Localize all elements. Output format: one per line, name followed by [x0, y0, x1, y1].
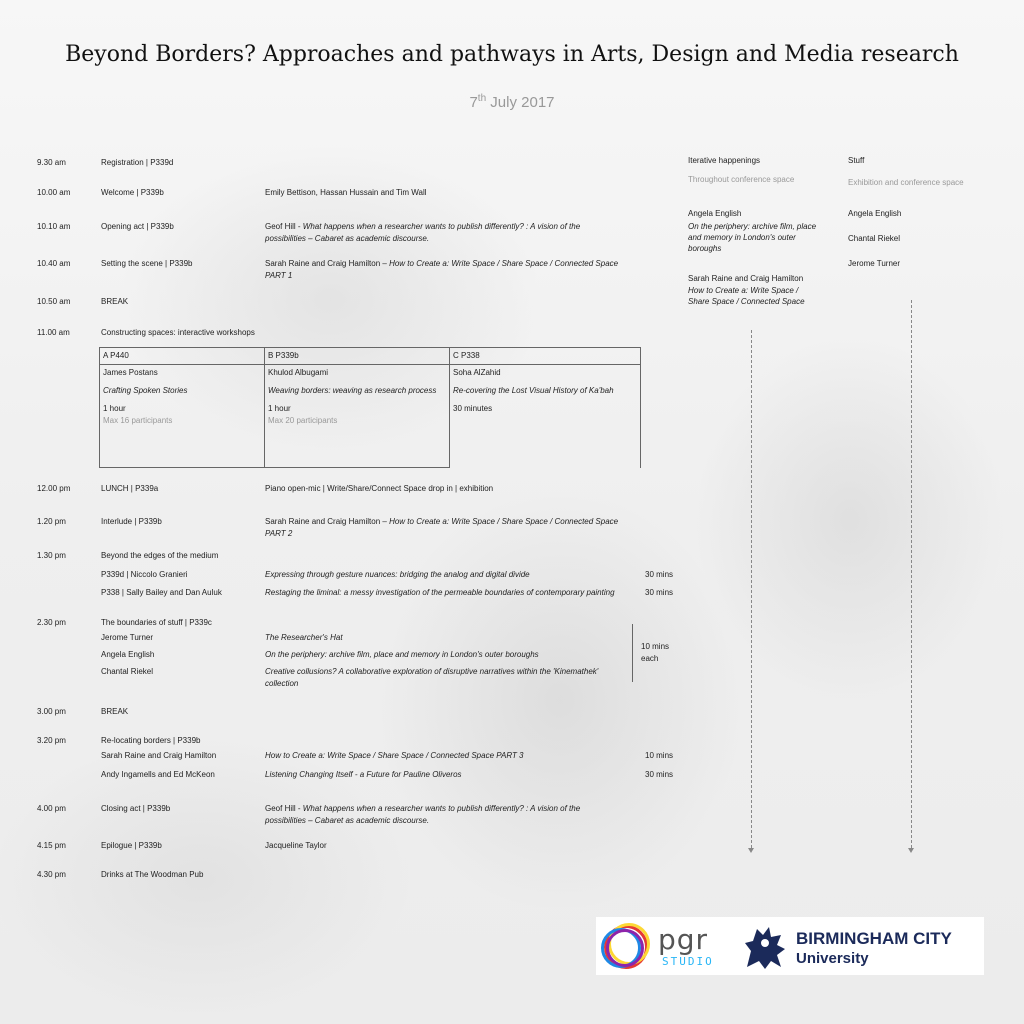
event-description: [265, 516, 620, 540]
event-description: Emily Bettison, Hassan Hussain and Tim Wall: [265, 188, 427, 197]
speaker-name: Angela English: [101, 650, 155, 659]
workshop-room: B P339b: [265, 348, 450, 365]
workshop-cell: [100, 365, 265, 468]
workshop-title: Crafting Spoken Stories: [103, 386, 188, 395]
date-rest: July 2017: [486, 94, 555, 111]
time-label: 1.30 pm: [37, 551, 66, 560]
workshop-room: A P440: [100, 348, 265, 365]
time-label: 4.00 pm: [37, 804, 66, 813]
talk-title: How to Create a: Write Space / Share Space / Connected Space PART 1: [265, 259, 619, 280]
talk-duration: 30 mins: [645, 570, 674, 579]
speaker-name: Geof Hill -: [265, 804, 303, 813]
iterative-subheading: Throughout conference space: [688, 175, 795, 184]
bcu-crest-icon: [739, 921, 791, 973]
arrow-down-icon: [748, 848, 754, 853]
time-label: 3.00 pm: [37, 707, 66, 716]
event-label: Constructing spaces: interactive workshops: [101, 328, 255, 337]
stuff-name: Angela English: [848, 209, 902, 218]
event-label: The boundaries of stuff | P339c: [101, 618, 212, 627]
bcu-name: BIRMINGHAM CITY: [796, 929, 952, 948]
talk-duration: 10 mins each: [641, 642, 670, 663]
event-label: BREAK: [101, 297, 129, 306]
event-description: Piano open-mic | Write/Share/Connect Space drop in | exhibition: [265, 484, 494, 493]
talk-duration: 10 mins: [645, 751, 674, 760]
talk-title: On the periphery: archive film, place and memory in London's outer boroughs: [265, 650, 539, 659]
event-label: Closing act | P339b: [101, 804, 171, 813]
pgr-logo-text: pgr: [658, 923, 709, 956]
speaker-name: Andy Ingamells and Ed McKeon: [101, 770, 215, 779]
stuff-name: Jerome Turner: [848, 259, 901, 268]
workshop-duration: 30 minutes: [453, 404, 493, 413]
iterative-work: How to Create a: Write Space / Share Space / Connected Space: [688, 286, 805, 306]
time-label: 9.30 am: [37, 158, 66, 167]
talk-title: The Researcher's Hat: [265, 633, 343, 642]
event-description: [265, 258, 620, 282]
time-label: 12.00 pm: [37, 484, 71, 493]
event-label: Setting the scene | P339b: [101, 259, 193, 268]
event-label: LUNCH | P339a: [101, 484, 159, 493]
speaker-name: Jerome Turner: [101, 633, 154, 642]
speaker-name: Sarah Raine and Craig Hamilton –: [265, 517, 390, 526]
workshop-room: C P338: [450, 348, 641, 365]
event-label: BREAK: [101, 707, 129, 716]
time-label: 10.50 am: [37, 297, 71, 306]
time-label: 11.00 am: [37, 328, 70, 337]
workshop-lead: James Postans: [103, 368, 158, 377]
bracket-divider: [625, 624, 633, 682]
speaker-name: P339d | Niccolo Granieri: [101, 570, 188, 579]
event-date: [0, 93, 1024, 111]
event-label: Interlude | P339b: [101, 517, 162, 526]
event-label: Re-locating borders | P339b: [101, 736, 201, 745]
talk-duration: 30 mins: [645, 770, 674, 779]
arrow-down-icon: [908, 848, 914, 853]
workshop-table: [99, 347, 641, 468]
event-description: [265, 221, 620, 245]
bcu-university: University: [796, 950, 869, 967]
event-description: Jacqueline Taylor: [265, 841, 327, 850]
talk-title: Listening Changing Itself - a Future for Pauline Oliveros: [265, 770, 462, 779]
event-label: Welcome | P339b: [101, 188, 164, 197]
talk-title: How to Create a: Write Space / Share Space / Connected Space PART 2: [265, 517, 619, 538]
event-label: Registration | P339d: [101, 158, 174, 167]
event-label: Drinks at The Woodman Pub: [101, 870, 204, 879]
workshop-lead: Khulod Albugami: [268, 368, 329, 377]
talk-title: How to Create a: Write Space / Share Space / Connected Space PART 3: [265, 751, 524, 760]
talk-title: Expressing through gesture nuances: bridging the analog and digital divide: [265, 570, 530, 579]
iterative-heading: Iterative happenings: [688, 156, 761, 165]
time-label: 2.30 pm: [37, 618, 66, 627]
event-description: [265, 803, 620, 827]
workshop-cell: [450, 365, 641, 468]
workshop-cell: [265, 365, 450, 468]
time-label: 1.20 pm: [37, 517, 66, 526]
talk-title: Restaging the liminal: a messy investigation of the permeable boundaries of contemporary painting: [265, 588, 615, 597]
date-day: 7: [469, 94, 478, 111]
iterative-name: Sarah Raine and Craig Hamilton: [688, 274, 804, 283]
time-label: 3.20 pm: [37, 736, 66, 745]
workshop-title: Weaving borders: weaving as research process: [268, 386, 437, 395]
stuff-subheading: Exhibition and conference space: [848, 178, 964, 187]
speaker-name: Sarah Raine and Craig Hamilton: [101, 751, 217, 760]
speaker-name: Sarah Raine and Craig Hamilton –: [265, 259, 390, 268]
workshop-duration: 1 hour: [103, 404, 126, 413]
time-label: 4.15 pm: [37, 841, 66, 850]
speaker-name: Geof Hill -: [265, 222, 303, 231]
time-label: 10.10 am: [37, 222, 71, 231]
event-label: Epilogue | P339b: [101, 841, 162, 850]
workshop-capacity: Max 16 participants: [103, 416, 173, 425]
workshop-duration: 1 hour: [268, 404, 291, 413]
stuff-heading: Stuff: [848, 156, 865, 165]
iterative-work: On the periphery: archive film, place and memory in London's outer boroughs: [688, 222, 817, 253]
time-label: 10.00 am: [37, 188, 71, 197]
workshop-title: Re-covering the Lost Visual History of Ka'bah: [453, 386, 614, 395]
talk-title: What happens when a researcher wants to publish differently? : A vision of the possibilities – Cabaret as academic discourse.: [265, 804, 581, 825]
event-label: Beyond the edges of the medium: [101, 551, 219, 560]
speaker-name: Chantal Riekel: [101, 667, 154, 676]
stuff-name: Chantal Riekel: [848, 234, 901, 243]
studio-logo-text: STUDIO: [662, 955, 714, 968]
logo-strip: [596, 917, 984, 975]
iterative-name: Angela English: [688, 209, 742, 218]
talk-duration: 30 mins: [645, 588, 674, 597]
page-title: Beyond Borders? Approaches and pathways in Arts, Design and Media research: [65, 42, 959, 67]
speaker-name: P338 | Sally Bailey and Dan Auluk: [101, 588, 222, 597]
workshop-capacity: Max 20 participants: [268, 416, 338, 425]
talk-title: Creative collusions? A collaborative exploration of disruptive narratives within the 'Kinemathek' collection: [265, 667, 599, 688]
event-label: Opening act | P339b: [101, 222, 174, 231]
talk-title: What happens when a researcher wants to publish differently? : A vision of the possibilities – Cabaret as academic discourse.: [265, 222, 581, 243]
date-suffix: th: [477, 93, 487, 104]
time-label: 4.30 pm: [37, 870, 66, 879]
timeline-dash: [911, 300, 912, 848]
workshop-lead: Soha AlZahid: [453, 368, 501, 377]
time-label: 10.40 am: [37, 259, 71, 268]
timeline-dash: [751, 330, 752, 848]
